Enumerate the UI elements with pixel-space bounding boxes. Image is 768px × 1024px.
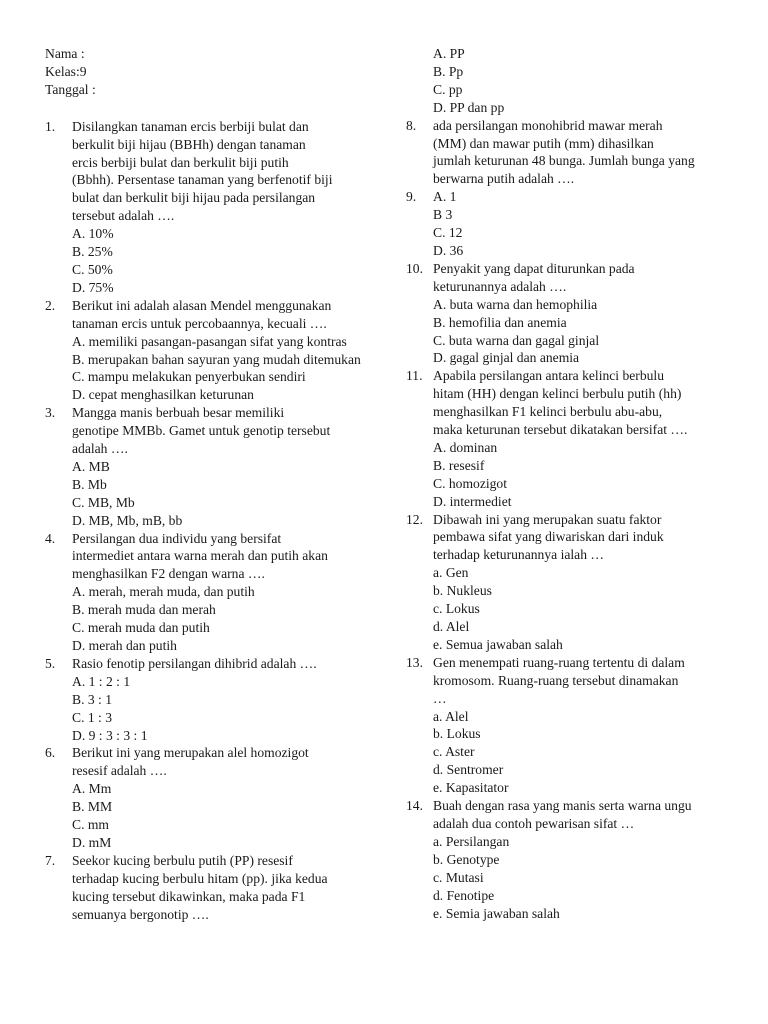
answer-option: c. Aster: [433, 744, 475, 760]
question-text-line: Disilangkan tanaman ercis berbiji bulat dan: [72, 118, 309, 134]
question-number: 5.: [45, 655, 56, 671]
question-text-line: berwarna putih adalah ….: [433, 171, 575, 187]
question-4: [45, 530, 375, 655]
answer-option: e. Semia jawaban salah: [433, 905, 560, 921]
question-11: [406, 367, 736, 510]
question-text-line: Seekor kucing berbulu putih (PP) resesif: [72, 852, 293, 868]
question-1: [45, 118, 375, 297]
answer-option: d. Sentromer: [433, 762, 504, 778]
answer-option: C. buta warna dan gagal ginjal: [433, 332, 600, 348]
right-column: [406, 45, 736, 922]
answer-option: C. mm: [72, 817, 110, 833]
answer-option: C. mampu melakukan penyerbukan sendiri: [72, 369, 306, 385]
answer-option: B. resesif: [433, 457, 485, 473]
question-text-line: Persilangan dua individu yang bersifat: [72, 530, 282, 546]
question-9: [406, 188, 736, 260]
answer-option: C. 12: [433, 225, 463, 241]
answer-option: C. homozigot: [433, 475, 508, 491]
question-5: [45, 655, 375, 745]
answer-option: D. PP dan pp: [433, 99, 505, 115]
question-text-line: ada persilangan monohibrid mawar merah: [433, 117, 663, 133]
question-text-line: kromosom. Ruang-ruang tersebut dinamakan: [433, 672, 679, 688]
answer-option: C. 1 : 3: [72, 709, 113, 725]
answer-option: c. Mutasi: [433, 869, 484, 885]
answer-option: C. merah muda dan putih: [72, 620, 210, 636]
question-text-line: Gen menempati ruang-ruang tertentu di dalam: [433, 654, 685, 670]
question-number: 6.: [45, 745, 56, 761]
answer-option: D. 36: [433, 242, 464, 258]
answer-option: D. 75%: [72, 279, 114, 295]
answer-option: a. Alel: [433, 708, 469, 724]
question-number: 9.: [406, 189, 417, 205]
question-text-line: genotipe MMBb. Gamet untuk genotip tersebut: [72, 423, 331, 439]
question-number: 11.: [406, 368, 423, 384]
answer-option: A. dominan: [433, 439, 498, 455]
question-text-line: tanaman ercis untuk percobaannya, kecuali ….: [72, 315, 327, 331]
question-text-line: menghasilkan F1 kelinci berbulu abu-abu,: [433, 404, 663, 420]
answer-option: A. memiliki pasangan-pasangan sifat yang kontras: [72, 333, 347, 349]
question-text-line: Berikut ini yang merupakan alel homozigot: [72, 745, 309, 761]
answer-option: B. 25%: [72, 244, 113, 260]
question-number: 3.: [45, 405, 56, 421]
question-7: [45, 852, 375, 924]
answer-option: D. mM: [72, 834, 112, 850]
question-text-line: terhadap keturunannya ialah …: [433, 547, 604, 563]
question-text-line: resesif adalah ….: [72, 763, 167, 779]
question-text-line: tersebut adalah ….: [72, 208, 175, 224]
answer-option: B. merah muda dan merah: [72, 602, 216, 618]
question-2: [45, 297, 375, 404]
question-text-line: kucing tersebut dikawinkan, maka pada F1: [72, 888, 306, 904]
question-text-line: terhadap kucing berbulu hitam (pp). jika kedua: [72, 870, 328, 886]
answer-option: D. 9 : 3 : 3 : 1: [72, 727, 148, 743]
answer-option: C. 50%: [72, 261, 113, 277]
question-text-line: intermediet antara warna merah dan putih akan: [72, 548, 328, 564]
right-question-list: [406, 117, 736, 923]
answer-option: D. cepat menghasilkan keturunan: [72, 387, 254, 403]
question-number: 12.: [406, 511, 423, 527]
question-text-line: Mangga manis berbuah besar memiliki: [72, 405, 285, 421]
question-text-line: Buah dengan rasa yang manis serta warna ungu: [433, 798, 692, 814]
question-text-line: pembawa sifat yang diwariskan dari induk: [433, 529, 664, 545]
answer-option: a. Persilangan: [433, 833, 510, 849]
answer-option: B. Pp: [433, 63, 464, 79]
answer-option: D. merah dan putih: [72, 638, 177, 653]
question-text-line: maka keturunan tersebut dikatakan bersifat ….: [433, 422, 688, 438]
question-number: 8.: [406, 117, 417, 133]
answer-option: d. Alel: [433, 619, 470, 634]
question-number: 4.: [45, 530, 56, 546]
question-number: 13.: [406, 654, 423, 670]
answer-option: B. 3 : 1: [72, 691, 113, 707]
question-number: 7.: [45, 852, 56, 868]
date-field-label: Tanggal :: [45, 81, 96, 97]
answer-option: b. Genotype: [433, 851, 500, 867]
student-info-header: [45, 45, 375, 99]
answer-option: D. intermediet: [433, 493, 512, 509]
question-text-line: keturunannya adalah ….: [433, 278, 567, 294]
question-text-line: Dibawah ini yang merupakan suatu faktor: [433, 511, 662, 527]
question-text-line: (MM) dan mawar putih (mm) dihasilkan: [433, 135, 654, 151]
question-text-line: A. 1: [433, 189, 457, 205]
answer-option: A. buta warna dan hemophilia: [433, 296, 598, 312]
question-text-line: ercis berbiji bulat dan berkulit biji putih: [72, 154, 289, 170]
question-number: 14.: [406, 798, 423, 814]
answer-option: c. Lokus: [433, 601, 480, 617]
answer-option: D. gagal ginjal dan anemia: [433, 350, 580, 366]
answer-option: B. Mb: [72, 476, 107, 492]
answer-option: D. MB, Mb, mB, bb: [72, 512, 183, 528]
question-text-line: Apabila persilangan antara kelinci berbulu: [433, 368, 665, 384]
question-text-line: (Bbhh). Persentase tanaman yang berfenotif biji: [72, 172, 333, 188]
question-text-line: Penyakit yang dapat diturunkan pada: [433, 260, 635, 276]
answer-option: C. pp: [433, 81, 463, 97]
question-text-line: semuanya bergonotip ….: [72, 906, 209, 922]
question-text-line: jumlah keturunan 48 bunga. Jumlah bunga yang: [433, 153, 695, 169]
class-field-label: Kelas:9: [45, 63, 87, 79]
question-14: [406, 797, 736, 922]
answer-option: e. Kapasitator: [433, 780, 509, 796]
question-3: [45, 404, 375, 529]
answer-option: A. merah, merah muda, dan putih: [72, 584, 255, 600]
question-8: [406, 117, 736, 189]
question-text-line: berkulit biji hijau (BBHh) dengan tanaman: [72, 136, 306, 152]
question-13: [406, 654, 736, 797]
left-question-list: [45, 118, 375, 924]
question-number: 10.: [406, 260, 423, 276]
question-text-line: adalah ….: [72, 441, 128, 457]
answer-option: b. Nukleus: [433, 583, 492, 599]
answer-option: B. merupakan bahan sayuran yang mudah ditemukan: [72, 351, 361, 367]
question-text-line: Berikut ini adalah alasan Mendel menggunakan: [72, 297, 332, 313]
answer-option: C. MB, Mb: [72, 494, 135, 510]
answer-option: A. Mm: [72, 781, 112, 797]
answer-option: A. MB: [72, 458, 110, 474]
answer-option: d. Fenotipe: [433, 887, 495, 903]
answer-option: e. Semua jawaban salah: [433, 636, 563, 652]
answer-option: B. hemofilia dan anemia: [433, 314, 567, 330]
question-number: 1.: [45, 118, 56, 134]
left-column: [45, 45, 375, 924]
question-text-line: menghasilkan F2 dengan warna ….: [72, 566, 265, 582]
question-text-line: hitam (HH) dengan kelinci berbulu putih (hh): [433, 386, 682, 402]
question-10: [406, 260, 736, 367]
question-6: [45, 744, 375, 851]
question-7-options: [406, 45, 736, 117]
question-text-line: bulat dan berkulit biji hijau pada persilangan: [72, 190, 316, 206]
answer-option: b. Lokus: [433, 726, 481, 742]
answer-option: A. 1 : 2 : 1: [72, 673, 131, 689]
answer-option: B 3: [433, 207, 453, 223]
question-12: [406, 511, 736, 654]
question-text-line: Rasio fenotip persilangan dihibrid adalah ….: [72, 655, 317, 671]
name-field-label: Nama :: [45, 46, 85, 61]
answer-option: A. PP: [433, 46, 465, 61]
answer-option: a. Gen: [433, 565, 469, 581]
question-text-line: adalah dua contoh pewarisan sifat …: [433, 815, 635, 831]
answer-option: A. 10%: [72, 226, 114, 242]
question-number: 2.: [45, 297, 56, 313]
answer-option: B. MM: [72, 799, 113, 815]
question-text-line: …: [433, 690, 447, 706]
